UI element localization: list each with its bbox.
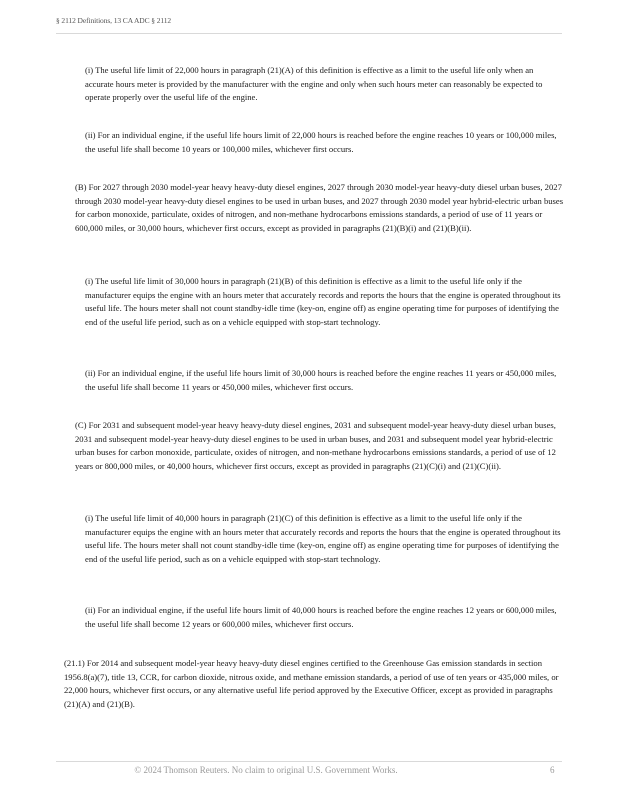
clause-a-ii: (ii) For an individual engine, if the useful life hours limit of 22,000 hours is reached before the engine reaches 10 years or 100,000 miles, the useful life shall become 10 years or 100,000 miles, whichever first occurs. (85, 130, 557, 154)
page-number: 6 (550, 765, 555, 775)
clause-c: (C) For 2031 and subsequent model-year heavy heavy-duty diesel engines, 2031 and subsequent model-year heavy-duty diesel urban buses, 2031 and subsequent model-year heavy-duty diesel engines to be used in urban buses, and 2031 and subsequent model year hybrid-electric urban buses for carbon monoxide, particulate, oxides of nitrogen, and non-methane hydrocarbons emissions standards, a period of use of 12 years or 800,000 miles, or 40,000 hours, whichever first occurs, except as provided in paragraphs (21)(C)(i) and (21)(C)(ii). (75, 420, 556, 471)
clause-a-i: (i) The useful life limit of 22,000 hours in paragraph (21)(A) of this definition is effective as a limit to the useful life only when an accurate hours meter is provided by the manufacturer with the engine and only when such hours meter can reasonably be expected to operate properly over the useful life of the engine. (85, 65, 543, 103)
clause-c-i: (i) The useful life limit of 40,000 hours in paragraph (21)(C) of this definition is effective as a limit to the useful life only if the manufacturer equips the engine with an hours meter that accurately records and reports the hours that the engine is operated throughout its useful life. The hours meter shall not count standby-idle time (key-on, engine off) as engine operating time for purposes of identifying the end of the useful life period, such as on a vehicle equipped with stop-start technology. (85, 513, 561, 564)
footer-copyright: © 2024 Thomson Reuters. No claim to original U.S. Government Works. (134, 765, 398, 775)
header-divider (56, 33, 562, 34)
clause-b: (B) For 2027 through 2030 model-year heavy heavy-duty diesel engines, 2027 through 2030 model-year heavy-duty diesel urban buses, 2027 through 2030 model-year heavy-duty diesel engines to be used in urban buses, and 2027 through 2030 model year hybrid-electric urban buses for carbon monoxide, particulate, oxides of nitrogen, and non-methane hydrocarbons emissions standards, a period of use of 11 years or 600,000 miles, or 30,000 hours, whichever first occurs, except as provided in paragraphs (21)(B)(i) and (21)(B)(ii). (75, 182, 564, 233)
clause-c-ii: (ii) For an individual engine, if the useful life hours limit of 40,000 hours is reached before the engine reaches 12 years or 600,000 miles, the useful life shall become 12 years or 600,000 miles, whichever first occurs. (85, 605, 557, 629)
footer-divider (56, 761, 562, 762)
clause-21-1: (21.1) For 2014 and subsequent model-year heavy heavy-duty diesel engines certified to the Greenhouse Gas emission standards in section 1956.8(a)(7), title 13, CCR, for carbon dioxide, nitrous oxide, and methane emission standards, a period of use of ten years or 435,000 miles, or 22,000 hours, whichever first occurs, or any alternative useful life period approved by the Executive Officer, except as provided in paragraphs (21)(A) and (21)(B). (64, 658, 559, 709)
running-header: § 2112 Definitions, 13 CA ADC § 2112 (56, 16, 172, 25)
clause-b-i: (i) The useful life limit of 30,000 hours in paragraph (21)(B) of this definition is effective as a limit to the useful life only if the manufacturer equips the engine with an hours meter that accurately records and reports the hours that the engine is operated throughout its useful life. The hours meter shall not count standby-idle time (key-on, engine off) as engine operating time for purposes of identifying the end of the useful life period, such as on a vehicle equipped with stop-start technology. (85, 276, 561, 327)
clause-b-ii: (ii) For an individual engine, if the useful life hours limit of 30,000 hours is reached before the engine reaches 11 years or 450,000 miles, the useful life shall become 11 years or 450,000 miles, whichever first occurs. (85, 368, 557, 392)
